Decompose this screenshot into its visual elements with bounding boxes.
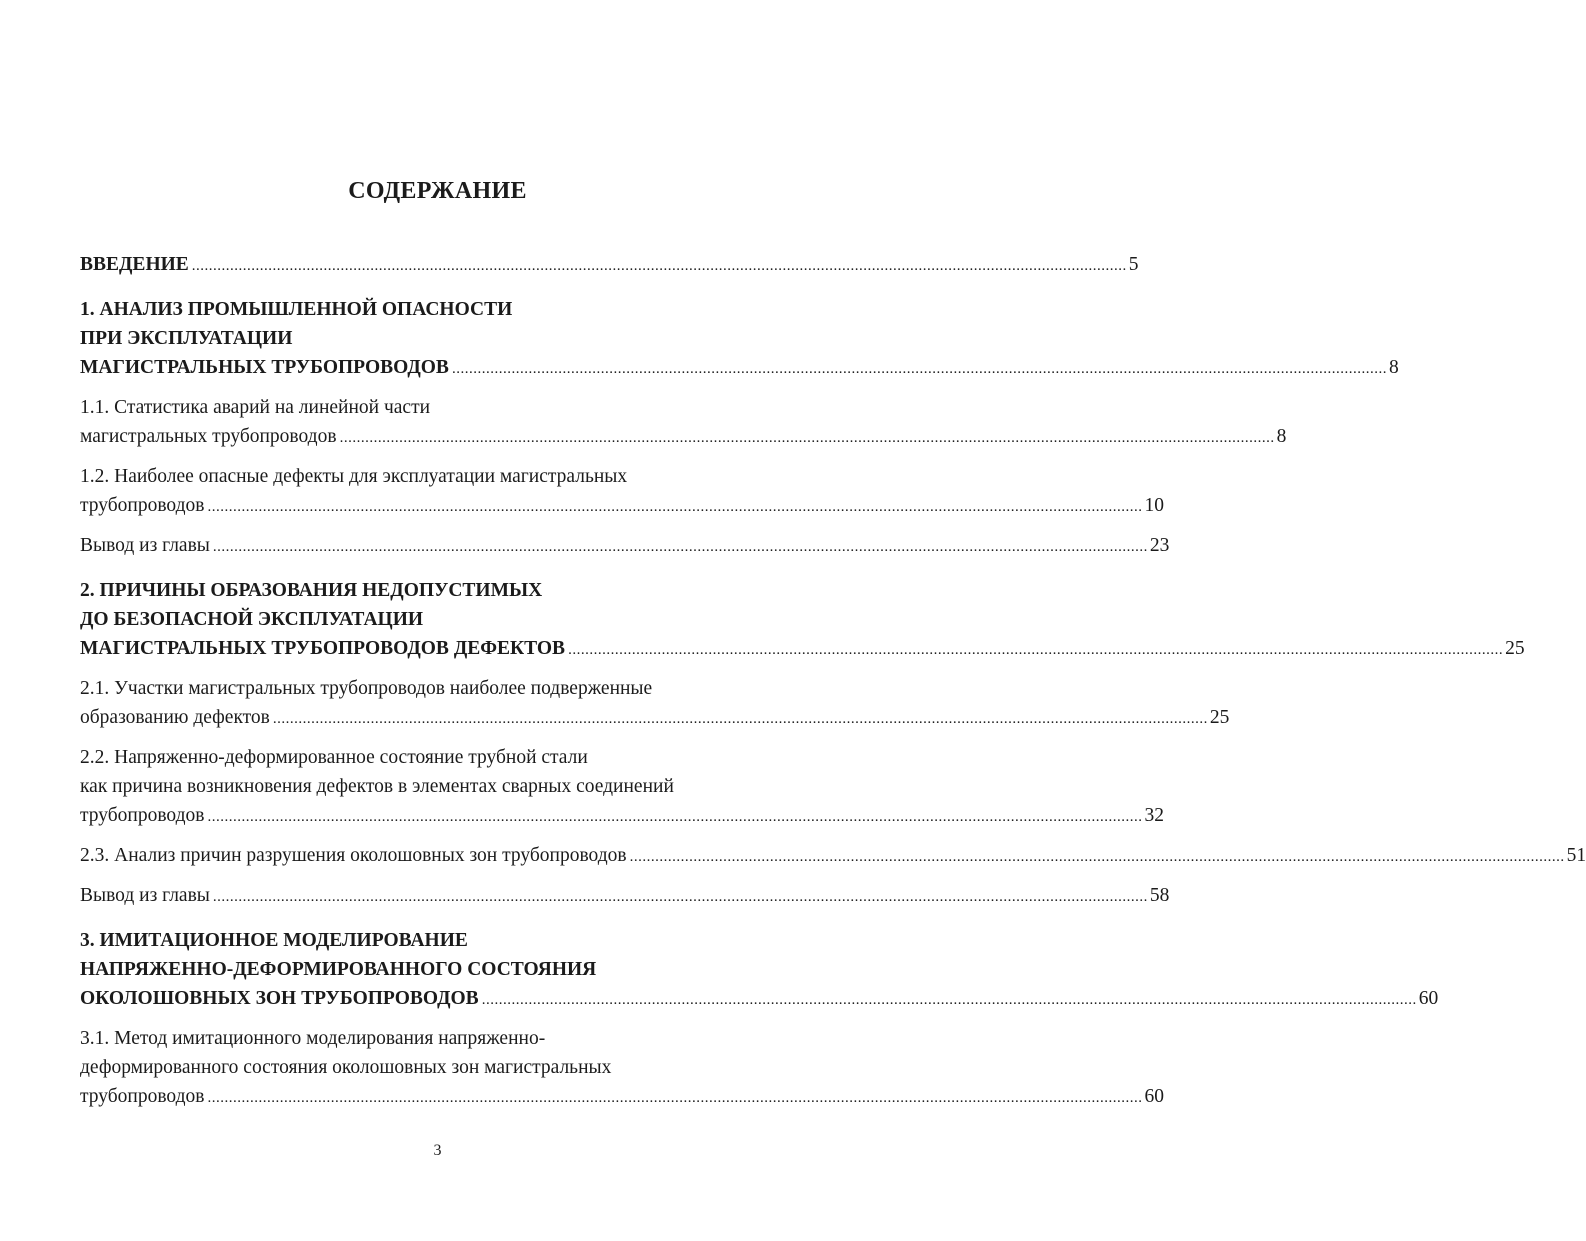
toc-entry-leader-line [80,1082,1164,1113]
dot-leader: ............................................................................................................................................................................................................................ [207,499,1143,515]
dot-leader: ............................................................................................................................................................................................................................ [212,889,1148,905]
toc-entry-leader-line [80,801,1164,832]
toc-entry-page: 23 [1149,535,1170,556]
toc-entry-title: образованию дефектов [80,707,270,728]
toc-entry-leader-line [80,250,1139,281]
dot-leader: ............................................................................................................................................................................................................................ [568,642,1504,658]
dot-leader: ............................................................................................................................................................................................................................ [451,361,1387,377]
toc-entry-page: 25 [1505,638,1525,659]
toc-entry [80,881,1170,912]
toc-entry-page: 32 [1144,805,1164,826]
toc-entry [80,1024,1164,1113]
toc-entry-line: 3. ИМИТАЦИОННОЕ МОДЕЛИРОВАНИЕ [80,930,468,951]
table-of-contents [80,250,1586,1113]
toc-entry-leader-line [80,531,1170,562]
toc-entry-line: 2. ПРИЧИНЫ ОБРАЗОВАНИЯ НЕДОПУСТИМЫХ [80,580,543,601]
toc-entry-page: 8 [1388,357,1399,378]
toc-entry [80,926,1439,1015]
toc-entry-title: ОКОЛОШОВНЫХ ЗОН ТРУБОПРОВОДОВ [80,988,479,1009]
toc-entry-line: НАПРЯЖЕННО-ДЕФОРМИРОВАННОГО СОСТОЯНИЯ [80,959,597,980]
toc-entry-line: деформированного состояния околошовных зон магистральных [80,1057,612,1078]
toc-entry-title: ВВЕДЕНИЕ [80,254,189,275]
toc-entry-page: 58 [1149,885,1170,906]
dot-leader: ............................................................................................................................................................................................................................ [191,258,1127,274]
toc-entry-leader-line [80,491,1164,522]
toc-entry [80,250,1139,281]
toc-entry [80,576,1525,665]
dot-leader: ............................................................................................................................................................................................................................ [212,539,1148,555]
toc-entry-leader-line [80,634,1525,665]
dot-leader: ............................................................................................................................................................................................................................ [481,992,1417,1008]
toc-entry-line: как причина возникновения дефектов в элементах сварных соединений [80,776,674,797]
toc-entry-title: МАГИСТРАЛЬНЫХ ТРУБОПРОВОДОВ ДЕФЕКТОВ [80,638,566,659]
toc-entry-page: 60 [1418,988,1439,1009]
toc-entry-page: 8 [1276,426,1287,447]
dot-leader: ............................................................................................................................................................................................................................ [629,849,1565,865]
toc-entry-page: 5 [1128,254,1139,275]
toc-entry-line: 1.2. Наиболее опасные дефекты для эксплуатации магистральных [80,466,628,487]
dot-leader: ............................................................................................................................................................................................................................ [339,430,1275,446]
toc-entry-line: 3.1. Метод имитационного моделирования напряженно- [80,1028,546,1049]
toc-entry-leader-line [80,841,1586,872]
toc-entry-leader-line [80,422,1287,453]
toc-entry-page: 10 [1144,495,1164,516]
toc-entry-line: ДО БЕЗОПАСНОЙ ЭКСПЛУАТАЦИИ [80,609,424,630]
toc-entry [80,295,1399,384]
toc-entry-title: МАГИСТРАЛЬНЫХ ТРУБОПРОВОДОВ [80,357,449,378]
toc-entry-title: магистральных трубопроводов [80,426,337,447]
toc-entry-line: 2.1. Участки магистральных трубопроводов наиболее подверженные [80,678,653,699]
toc-entry-title: Вывод из главы [80,885,210,906]
toc-entry-leader-line [80,984,1439,1015]
toc-entry-leader-line [80,881,1170,912]
toc-entry [80,674,1230,734]
toc-entry [80,743,1164,832]
toc-entry [80,531,1170,562]
dot-leader: ............................................................................................................................................................................................................................ [272,711,1208,727]
toc-entry-title: трубопроводов [80,495,205,516]
toc-entry-page: 51 [1566,845,1586,866]
dot-leader: ............................................................................................................................................................................................................................ [207,1090,1143,1106]
toc-entry-line: ПРИ ЭКСПЛУАТАЦИИ [80,328,293,349]
page-number: 3 [433,1142,442,1159]
toc-entry-title: трубопроводов [80,1086,205,1107]
dot-leader: ............................................................................................................................................................................................................................ [207,809,1143,825]
toc-entry [80,841,1586,872]
toc-title: СОДЕРЖАНИЕ [348,178,527,204]
toc-entry-title: Вывод из главы [80,535,210,556]
toc-entry-line: 2.2. Напряженно-деформированное состояние трубной стали [80,747,588,768]
toc-entry-title: трубопроводов [80,805,205,826]
toc-entry-page: 25 [1209,707,1230,728]
toc-entry [80,393,1287,453]
toc-entry-title: 2.3. Анализ причин разрушения околошовных зон трубопроводов [80,845,627,866]
toc-entry-leader-line [80,353,1399,384]
toc-entry-leader-line [80,703,1230,734]
toc-entry-line: 1.1. Статистика аварий на линейной части [80,397,431,418]
toc-entry-page: 60 [1144,1086,1164,1107]
toc-entry-line: 1. АНАЛИЗ ПРОМЫШЛЕННОЙ ОПАСНОСТИ [80,299,513,320]
toc-entry [80,462,1164,522]
